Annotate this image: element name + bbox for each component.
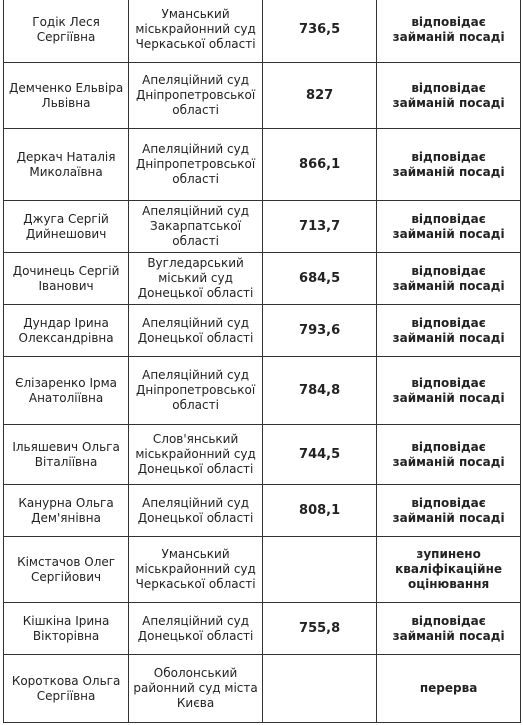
table-row bbox=[4, 357, 521, 425]
court-name: Апеляційний суд Донецької області bbox=[129, 485, 263, 537]
judge-name: Дундар Ірина Олександрівна bbox=[4, 305, 129, 357]
judge-name: Єлізаренко Ірма Анатоліївна bbox=[4, 357, 129, 425]
score: 808,1 bbox=[263, 485, 377, 537]
court-name: Вугледарський міський суд Донецької області bbox=[129, 253, 263, 305]
status: відповідає займаній посаді bbox=[377, 485, 521, 537]
score: 793,6 bbox=[263, 305, 377, 357]
court-name: Уманський міськрайонний суд Черкаської області bbox=[129, 537, 263, 603]
score: 744,5 bbox=[263, 425, 377, 485]
court-name: Оболонський районний суд міста Києва bbox=[129, 655, 263, 723]
table-row bbox=[4, 305, 521, 357]
score bbox=[263, 655, 377, 723]
score: 736,5 bbox=[263, 0, 377, 63]
status: відповідає займаній посаді bbox=[377, 63, 521, 129]
court-name: Апеляційний суд Дніпропетровської області bbox=[129, 63, 263, 129]
judge-name: Кішкіна Ірина Вікторівна bbox=[4, 603, 129, 655]
court-name: Апеляційний суд Донецької області bbox=[129, 603, 263, 655]
judge-name: Дочинець Сергій Іванович bbox=[4, 253, 129, 305]
judge-name: Канурна Ольга Дем'янівна bbox=[4, 485, 129, 537]
score bbox=[263, 537, 377, 603]
judge-name: Деркач Наталія Миколаївна bbox=[4, 129, 129, 201]
score: 866,1 bbox=[263, 129, 377, 201]
score: 755,8 bbox=[263, 603, 377, 655]
table-row bbox=[4, 485, 521, 537]
judge-name: Короткова Ольга Сергіївна bbox=[4, 655, 129, 723]
table-row bbox=[4, 603, 521, 655]
status: відповідає займаній посаді bbox=[377, 0, 521, 63]
table-row bbox=[4, 201, 521, 253]
score: 713,7 bbox=[263, 201, 377, 253]
score: 684,5 bbox=[263, 253, 377, 305]
status: відповідає займаній посаді bbox=[377, 357, 521, 425]
judge-name: Ільяшевич Ольга Віталіївна bbox=[4, 425, 129, 485]
score: 784,8 bbox=[263, 357, 377, 425]
status: відповідає займаній посаді bbox=[377, 305, 521, 357]
status: перерва bbox=[377, 655, 521, 723]
results-table bbox=[3, 0, 521, 723]
court-name: Уманський міськрайонний суд Черкаської області bbox=[129, 0, 263, 63]
table-row bbox=[4, 655, 521, 723]
judge-name: Кімстачов Олег Сергійович bbox=[4, 537, 129, 603]
court-name: Апеляційний суд Дніпропетровської області bbox=[129, 357, 263, 425]
table-row bbox=[4, 129, 521, 201]
status: відповідає займаній посаді bbox=[377, 201, 521, 253]
judge-name: Годік Леся Сергіївна bbox=[4, 0, 129, 63]
table-row bbox=[4, 537, 521, 603]
status: відповідає займаній посаді bbox=[377, 253, 521, 305]
court-name: Апеляційний суд Закарпатської області bbox=[129, 201, 263, 253]
judge-name: Демченко Ельвіра Львівна bbox=[4, 63, 129, 129]
status: зупинено кваліфікаційне оцінювання bbox=[377, 537, 521, 603]
table-row bbox=[4, 63, 521, 129]
court-name: Апеляційний суд Дніпропетровської області bbox=[129, 129, 263, 201]
court-name: Апеляційний суд Донецької області bbox=[129, 305, 263, 357]
table-row bbox=[4, 253, 521, 305]
status: відповідає займаній посаді bbox=[377, 129, 521, 201]
table-row bbox=[4, 425, 521, 485]
court-name: Слов'янський міськрайонний суд Донецької області bbox=[129, 425, 263, 485]
table-row bbox=[4, 0, 521, 63]
score: 827 bbox=[263, 63, 377, 129]
status: відповідає займаній посаді bbox=[377, 425, 521, 485]
judge-name: Джуга Сергій Дийнешович bbox=[4, 201, 129, 253]
status: відповідає займаній посаді bbox=[377, 603, 521, 655]
